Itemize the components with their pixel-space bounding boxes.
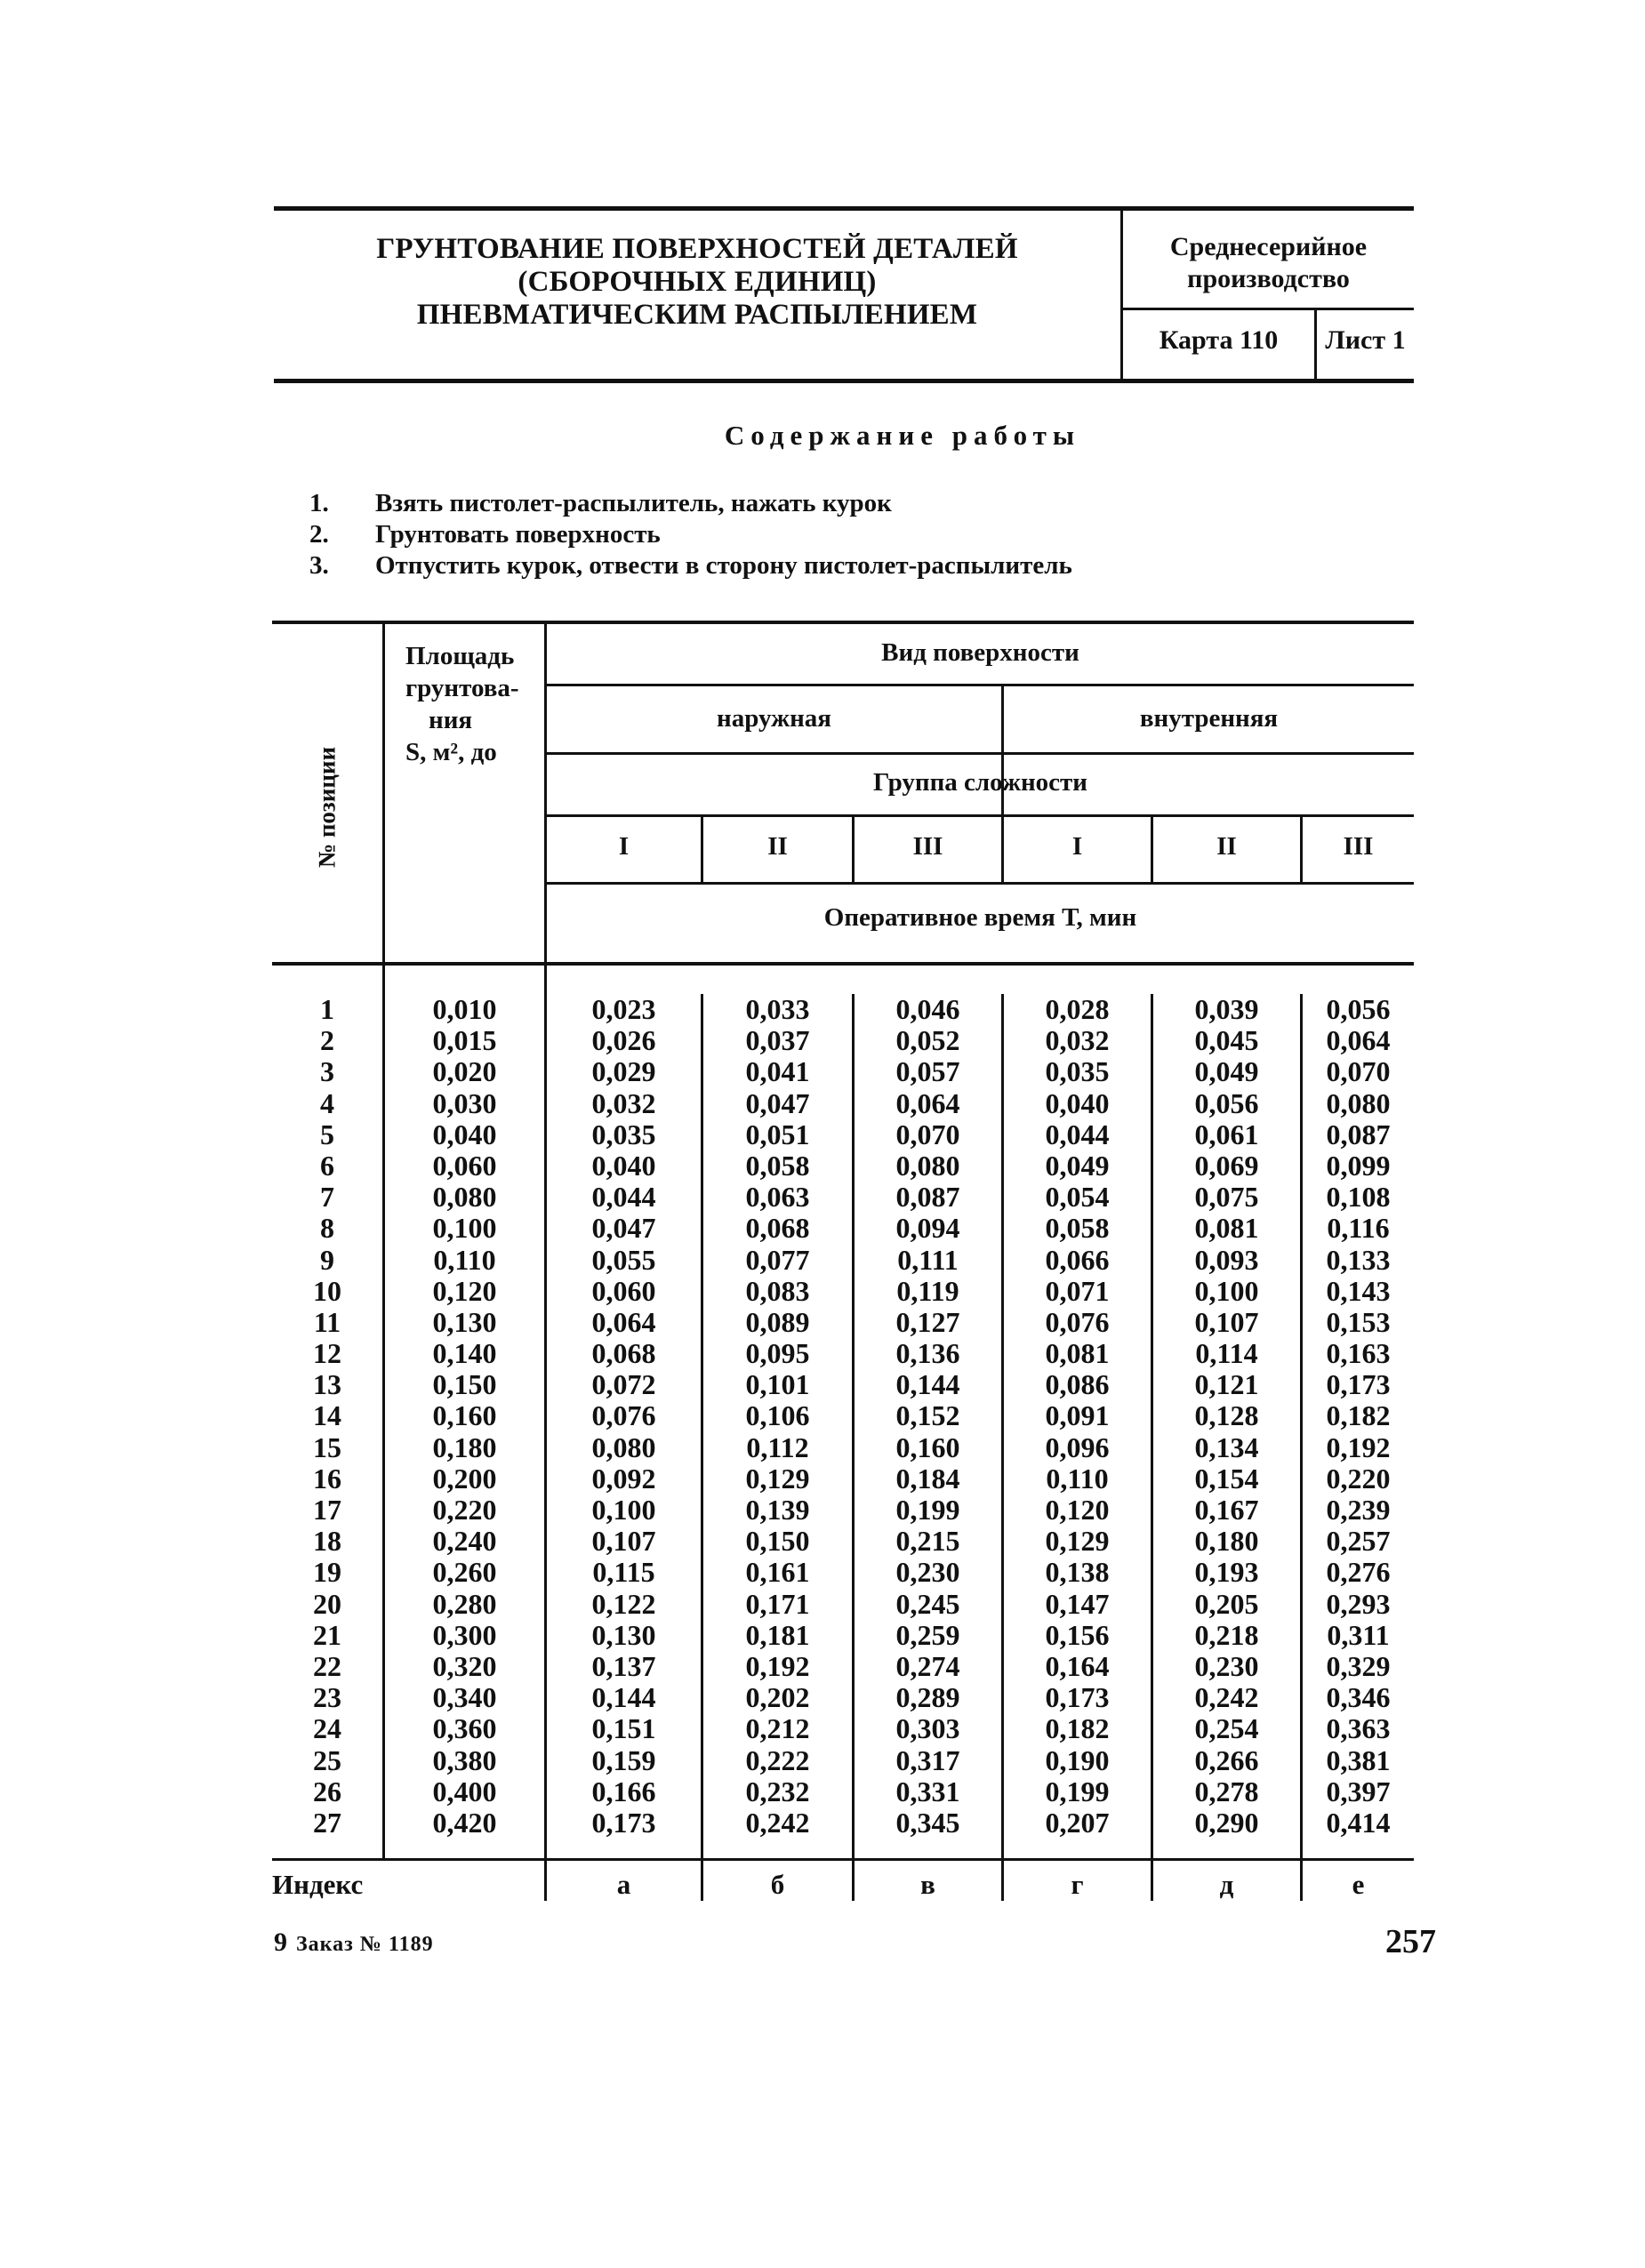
time-cell: 0,173 <box>1326 1368 1391 1401</box>
time-cell: 0,076 <box>591 1399 656 1432</box>
time-cell: 0,095 <box>745 1337 810 1370</box>
position-cell: 5 <box>320 1118 334 1150</box>
position-cell: 14 <box>313 1399 341 1432</box>
position-cell: 15 <box>313 1431 341 1463</box>
time-cell: 0,040 <box>591 1149 656 1182</box>
time-cell: 0,266 <box>1194 1743 1259 1776</box>
time-column-d <box>1153 994 1300 1839</box>
position-cell: 25 <box>313 1743 341 1776</box>
time-cell: 0,182 <box>1326 1399 1391 1432</box>
time-cell: 0,066 <box>1045 1243 1110 1276</box>
header-top-rule <box>274 206 1414 211</box>
time-cell: 0,115 <box>592 1556 655 1589</box>
time-cell: 0,130 <box>591 1618 656 1651</box>
time-cell: 0,076 <box>1045 1305 1110 1338</box>
time-cell: 0,192 <box>745 1649 810 1682</box>
area-cell: 0,180 <box>432 1431 497 1463</box>
time-cell: 0,245 <box>895 1587 960 1620</box>
time-cell: 0,180 <box>1194 1525 1259 1558</box>
header-right-divider <box>1120 308 1414 310</box>
index-value: б <box>770 1869 785 1900</box>
time-cell: 0,035 <box>1045 1055 1110 1088</box>
time-cell: 0,091 <box>1045 1399 1110 1432</box>
time-cell: 0,212 <box>745 1712 810 1745</box>
position-cell: 9 <box>320 1243 334 1276</box>
time-cell: 0,071 <box>1045 1274 1110 1307</box>
area-cell: 0,140 <box>432 1337 497 1370</box>
group-header: I <box>1071 832 1083 861</box>
time-cell: 0,199 <box>895 1494 960 1526</box>
time-cell: 0,100 <box>591 1494 656 1526</box>
time-column-a <box>547 994 701 1839</box>
time-cell: 0,167 <box>1194 1494 1259 1526</box>
index-value: г <box>1071 1869 1084 1900</box>
time-cell: 0,051 <box>745 1118 810 1150</box>
time-cell: 0,147 <box>1045 1587 1110 1620</box>
position-cell: 4 <box>320 1086 334 1119</box>
position-cell: 27 <box>313 1806 341 1839</box>
area-cell: 0,010 <box>432 993 497 1025</box>
position-cell: 18 <box>313 1525 341 1558</box>
time-cell: 0,107 <box>1194 1305 1259 1338</box>
operative-time-table <box>272 621 1414 1901</box>
time-cell: 0,075 <box>1194 1181 1259 1214</box>
time-cell: 0,181 <box>745 1618 810 1651</box>
area-cell: 0,040 <box>432 1118 497 1150</box>
group-header: III <box>912 832 943 861</box>
area-column-header <box>389 640 542 768</box>
time-cell: 0,139 <box>745 1494 810 1526</box>
production-line: производство <box>1187 264 1350 293</box>
time-cell: 0,276 <box>1326 1556 1391 1589</box>
time-cell: 0,044 <box>1045 1118 1110 1150</box>
table-rule <box>546 882 1414 885</box>
time-cell: 0,278 <box>1194 1775 1259 1807</box>
time-cell: 0,106 <box>745 1399 810 1432</box>
time-cell: 0,096 <box>1045 1431 1110 1463</box>
time-cell: 0,107 <box>591 1525 656 1558</box>
position-cell: 12 <box>313 1337 341 1370</box>
index-value: а <box>616 1869 631 1900</box>
time-cell: 0,026 <box>591 1024 656 1057</box>
area-cell: 0,320 <box>432 1649 497 1682</box>
time-cell: 0,116 <box>1327 1212 1390 1245</box>
area-cell: 0,300 <box>432 1618 497 1651</box>
table-rule <box>546 684 1414 686</box>
time-cell: 0,329 <box>1326 1649 1391 1682</box>
time-cell: 0,099 <box>1326 1149 1391 1182</box>
table-top-rule <box>272 621 1414 624</box>
step-text: Отпустить курок, отвести в сторону пистолет-распылитель <box>375 551 1072 580</box>
position-cell: 22 <box>313 1649 341 1682</box>
surface-type-header: Вид поверхности <box>881 638 1079 667</box>
inner-surface-header: внутренняя <box>1139 704 1279 733</box>
sheet-number: Лист 1 <box>1325 325 1406 355</box>
time-cell: 0,397 <box>1326 1775 1391 1807</box>
area-label-line: ния <box>429 706 473 734</box>
time-cell: 0,070 <box>895 1118 960 1150</box>
time-cell: 0,151 <box>591 1712 656 1745</box>
position-cell: 21 <box>313 1618 341 1651</box>
area-cell: 0,420 <box>432 1806 497 1839</box>
production-line: Среднесерийное <box>1169 232 1368 261</box>
time-cell: 0,182 <box>1045 1712 1110 1745</box>
time-column-b <box>703 994 852 1839</box>
area-cell: 0,015 <box>432 1024 497 1057</box>
time-cell: 0,127 <box>895 1305 960 1338</box>
time-cell: 0,128 <box>1194 1399 1259 1432</box>
position-cell: 16 <box>313 1462 341 1495</box>
position-column-label: № позиции <box>313 746 341 869</box>
time-cell: 0,056 <box>1326 993 1391 1025</box>
group-header: I <box>618 832 630 861</box>
time-cell: 0,160 <box>895 1431 960 1463</box>
position-cell: 26 <box>313 1775 341 1807</box>
time-cell: 0,163 <box>1326 1337 1391 1370</box>
position-cell: 6 <box>320 1149 334 1182</box>
time-column-e <box>1303 994 1414 1839</box>
area-cell: 0,260 <box>432 1556 497 1589</box>
position-cell: 11 <box>313 1305 341 1338</box>
complexity-group-header: Группа сложности <box>872 768 1088 797</box>
time-cell: 0,047 <box>745 1086 810 1119</box>
time-cell: 0,068 <box>591 1337 656 1370</box>
time-cell: 0,317 <box>895 1743 960 1776</box>
area-cell: 0,080 <box>432 1181 497 1214</box>
time-cell: 0,190 <box>1045 1743 1110 1776</box>
time-cell: 0,153 <box>1326 1305 1391 1338</box>
table-header-bottom-rule <box>272 962 1414 966</box>
index-value: в <box>920 1869 935 1900</box>
area-cell: 0,100 <box>432 1212 497 1245</box>
time-cell: 0,143 <box>1326 1274 1391 1307</box>
time-cell: 0,289 <box>895 1681 960 1714</box>
time-cell: 0,381 <box>1326 1743 1391 1776</box>
position-cell: 3 <box>320 1055 334 1088</box>
time-cell: 0,108 <box>1326 1181 1391 1214</box>
time-cell: 0,164 <box>1045 1649 1110 1682</box>
position-cell: 23 <box>313 1681 341 1714</box>
time-cell: 0,173 <box>1045 1681 1110 1714</box>
time-cell: 0,052 <box>895 1024 960 1057</box>
time-cell: 0,114 <box>1195 1337 1258 1370</box>
time-cell: 0,254 <box>1194 1712 1259 1745</box>
time-cell: 0,207 <box>1045 1806 1110 1839</box>
time-cell: 0,083 <box>745 1274 810 1307</box>
time-cell: 0,414 <box>1326 1806 1391 1839</box>
time-cell: 0,193 <box>1194 1556 1259 1589</box>
time-cell: 0,023 <box>591 993 656 1025</box>
area-cell: 0,220 <box>432 1494 497 1526</box>
time-cell: 0,303 <box>895 1712 960 1745</box>
time-cell: 0,029 <box>591 1055 656 1088</box>
area-cell: 0,120 <box>432 1274 497 1307</box>
time-cell: 0,215 <box>895 1525 960 1558</box>
time-cell: 0,152 <box>895 1399 960 1432</box>
time-cell: 0,156 <box>1045 1618 1110 1651</box>
area-cell: 0,200 <box>432 1462 497 1495</box>
time-cell: 0,064 <box>591 1305 656 1338</box>
time-cell: 0,184 <box>895 1462 960 1495</box>
time-cell: 0,138 <box>1045 1556 1110 1589</box>
time-cell: 0,220 <box>1326 1462 1391 1495</box>
position-cell: 17 <box>313 1494 341 1526</box>
time-cell: 0,119 <box>896 1274 959 1307</box>
area-cell: 0,030 <box>432 1086 497 1119</box>
time-cell: 0,061 <box>1194 1118 1259 1150</box>
area-cell: 0,150 <box>432 1368 497 1401</box>
position-cell: 24 <box>313 1712 341 1745</box>
area-label-line: S, м², до <box>405 738 497 766</box>
time-cell: 0,293 <box>1326 1587 1391 1620</box>
page-number: 257 <box>1385 1923 1436 1960</box>
area-cell: 0,130 <box>432 1305 497 1338</box>
time-cell: 0,129 <box>745 1462 810 1495</box>
header-bottom-rule <box>274 379 1414 383</box>
time-cell: 0,035 <box>591 1118 656 1150</box>
area-cell: 0,160 <box>432 1399 497 1432</box>
time-cell: 0,232 <box>745 1775 810 1807</box>
position-cell: 2 <box>320 1024 334 1057</box>
time-cell: 0,150 <box>745 1525 810 1558</box>
time-column-g <box>1004 994 1151 1839</box>
time-cell: 0,070 <box>1326 1055 1391 1088</box>
step-text: Взять пистолет-распылитель, нажать курок <box>375 489 892 517</box>
position-cell: 10 <box>313 1274 341 1307</box>
time-cell: 0,037 <box>745 1024 810 1057</box>
time-cell: 0,092 <box>591 1462 656 1495</box>
time-cell: 0,087 <box>895 1181 960 1214</box>
group-header: III <box>1343 832 1374 861</box>
area-cell: 0,340 <box>432 1681 497 1714</box>
work-content-title: Содержание работы <box>724 420 1081 451</box>
position-column <box>272 994 382 1839</box>
time-cell: 0,192 <box>1326 1431 1391 1463</box>
position-cell: 13 <box>313 1368 341 1401</box>
time-cell: 0,080 <box>1326 1086 1391 1119</box>
time-cell: 0,161 <box>745 1556 810 1589</box>
time-cell: 0,144 <box>895 1368 960 1401</box>
step-number: 3. <box>309 551 329 580</box>
area-cell: 0,400 <box>432 1775 497 1807</box>
title-line: ГРУНТОВАНИЕ ПОВЕРХНОСТЕЙ ДЕТАЛЕЙ <box>376 233 1018 265</box>
time-cell: 0,159 <box>591 1743 656 1776</box>
area-cell: 0,280 <box>432 1587 497 1620</box>
position-column-header <box>274 674 381 941</box>
order-number: Заказ № 1189 <box>296 1933 434 1956</box>
time-cell: 0,110 <box>1046 1462 1109 1495</box>
time-cell: 0,230 <box>895 1556 960 1589</box>
time-cell: 0,080 <box>895 1149 960 1182</box>
step-number: 1. <box>309 489 329 517</box>
card-number: Карта 110 <box>1159 325 1279 355</box>
production-type <box>1123 231 1414 295</box>
time-cell: 0,069 <box>1194 1149 1259 1182</box>
area-label-line: грунтова- <box>405 674 519 702</box>
time-cell: 0,064 <box>895 1086 960 1119</box>
time-cell: 0,242 <box>1194 1681 1259 1714</box>
area-cell: 0,110 <box>433 1243 496 1276</box>
area-label-line: Площадь <box>405 642 515 670</box>
area-cell: 0,380 <box>432 1743 497 1776</box>
area-cell: 0,020 <box>432 1055 497 1088</box>
index-value: д <box>1219 1869 1234 1900</box>
table-rule <box>546 752 1414 755</box>
time-cell: 0,049 <box>1194 1055 1259 1088</box>
time-cell: 0,087 <box>1326 1118 1391 1150</box>
time-cell: 0,144 <box>591 1681 656 1714</box>
time-cell: 0,242 <box>745 1806 810 1839</box>
index-value: е <box>1352 1869 1365 1900</box>
time-cell: 0,199 <box>1045 1775 1110 1807</box>
time-cell: 0,049 <box>1045 1149 1110 1182</box>
time-cell: 0,239 <box>1326 1494 1391 1526</box>
order-info <box>274 1927 434 1958</box>
time-cell: 0,101 <box>745 1368 810 1401</box>
time-cell: 0,080 <box>591 1431 656 1463</box>
time-cell: 0,120 <box>1045 1494 1110 1526</box>
table-rule <box>546 814 1414 817</box>
step-text: Грунтовать поверхность <box>375 520 661 549</box>
time-cell: 0,259 <box>895 1618 960 1651</box>
time-cell: 0,081 <box>1194 1212 1259 1245</box>
time-cell: 0,041 <box>745 1055 810 1088</box>
time-cell: 0,044 <box>591 1181 656 1214</box>
time-cell: 0,089 <box>745 1305 810 1338</box>
time-cell: 0,047 <box>591 1212 656 1245</box>
position-cell: 19 <box>313 1556 341 1589</box>
time-cell: 0,054 <box>1045 1181 1110 1214</box>
area-cell: 0,240 <box>432 1525 497 1558</box>
time-cell: 0,033 <box>745 993 810 1025</box>
time-cell: 0,046 <box>895 993 960 1025</box>
title-line: ПНЕВМАТИЧЕСКИМ РАСПЫЛЕНИЕМ <box>416 299 978 331</box>
time-cell: 0,345 <box>895 1806 960 1839</box>
time-cell: 0,077 <box>745 1243 810 1276</box>
time-cell: 0,032 <box>1045 1024 1110 1057</box>
time-column-v <box>855 994 1001 1839</box>
table-body-bottom-rule <box>272 1858 1414 1861</box>
time-cell: 0,058 <box>1045 1212 1110 1245</box>
group-header: II <box>1216 832 1237 861</box>
time-cell: 0,040 <box>1045 1086 1110 1119</box>
position-cell: 8 <box>320 1212 334 1245</box>
group-header: II <box>767 832 788 861</box>
index-label: Индекс <box>272 1869 364 1900</box>
document-header <box>274 206 1414 384</box>
time-cell: 0,137 <box>591 1649 656 1682</box>
time-cell: 0,363 <box>1326 1712 1391 1745</box>
time-cell: 0,039 <box>1194 993 1259 1025</box>
time-cell: 0,346 <box>1326 1681 1391 1714</box>
title-line: (СБОРОЧНЫХ ЕДИНИЦ) <box>518 266 877 298</box>
position-cell: 20 <box>313 1587 341 1620</box>
time-cell: 0,274 <box>895 1649 960 1682</box>
time-cell: 0,032 <box>591 1086 656 1119</box>
time-cell: 0,290 <box>1194 1806 1259 1839</box>
time-cell: 0,136 <box>895 1337 960 1370</box>
time-cell: 0,331 <box>895 1775 960 1807</box>
position-cell: 1 <box>320 993 334 1025</box>
time-cell: 0,205 <box>1194 1587 1259 1620</box>
time-cell: 0,060 <box>591 1274 656 1307</box>
operative-time-header: Оперативное время Т, мин <box>823 903 1137 932</box>
time-cell: 0,129 <box>1045 1525 1110 1558</box>
time-cell: 0,166 <box>591 1775 656 1807</box>
time-cell: 0,058 <box>745 1149 810 1182</box>
time-cell: 0,094 <box>895 1212 960 1245</box>
time-cell: 0,057 <box>895 1055 960 1088</box>
step-number: 2. <box>309 520 329 549</box>
time-cell: 0,028 <box>1045 993 1110 1025</box>
time-cell: 0,222 <box>745 1743 810 1776</box>
time-cell: 0,045 <box>1194 1024 1259 1057</box>
outer-surface-header: наружная <box>717 704 831 733</box>
time-cell: 0,081 <box>1045 1337 1110 1370</box>
area-cell: 0,060 <box>432 1149 497 1182</box>
time-cell: 0,134 <box>1194 1431 1259 1463</box>
time-cell: 0,111 <box>897 1243 959 1276</box>
time-cell: 0,257 <box>1326 1525 1391 1558</box>
time-cell: 0,056 <box>1194 1086 1259 1119</box>
area-cell: 0,360 <box>432 1712 497 1745</box>
time-cell: 0,121 <box>1194 1368 1259 1401</box>
document-title <box>274 233 1120 332</box>
time-cell: 0,122 <box>591 1587 656 1620</box>
time-cell: 0,218 <box>1194 1618 1259 1651</box>
time-cell: 0,171 <box>745 1587 810 1620</box>
time-cell: 0,154 <box>1194 1462 1259 1495</box>
time-cell: 0,072 <box>591 1368 656 1401</box>
time-cell: 0,093 <box>1194 1243 1259 1276</box>
area-column <box>385 994 544 1839</box>
position-cell: 7 <box>320 1181 334 1214</box>
time-cell: 0,173 <box>591 1806 656 1839</box>
time-cell: 0,112 <box>746 1431 809 1463</box>
time-cell: 0,230 <box>1194 1649 1259 1682</box>
time-cell: 0,064 <box>1326 1024 1391 1057</box>
signature-number: 9 <box>274 1927 287 1957</box>
time-cell: 0,063 <box>745 1181 810 1214</box>
time-cell: 0,311 <box>1327 1618 1390 1651</box>
time-cell: 0,133 <box>1326 1243 1391 1276</box>
time-cell: 0,100 <box>1194 1274 1259 1307</box>
time-cell: 0,068 <box>745 1212 810 1245</box>
time-cell: 0,202 <box>745 1681 810 1714</box>
time-cell: 0,055 <box>591 1243 656 1276</box>
time-cell: 0,086 <box>1045 1368 1110 1401</box>
